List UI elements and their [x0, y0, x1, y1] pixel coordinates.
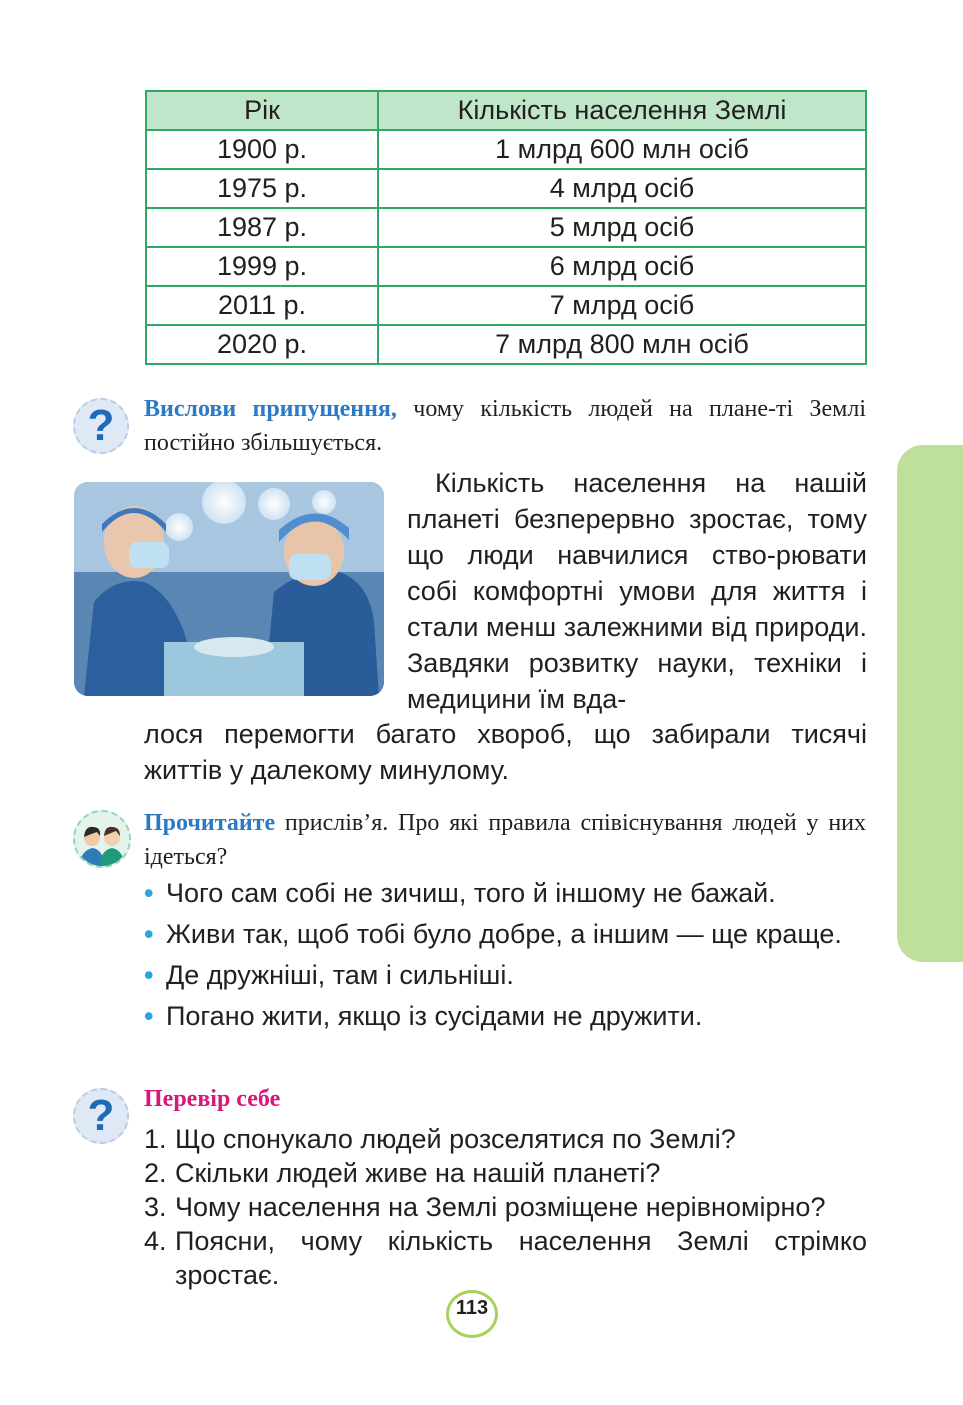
question-icon: ?	[73, 1088, 129, 1144]
section-title: Перевір себе	[144, 1086, 281, 1112]
list-item: 1. Що спонукало людей розселятися по Землі?	[144, 1124, 736, 1154]
bullet-icon: •	[144, 919, 154, 949]
year-cell: 2020 р.	[146, 325, 378, 364]
task-lead: Прочитайте	[144, 810, 276, 836]
check-questions-list	[144, 1122, 867, 1292]
list-item: • Де дружніші, там і сильніші.	[144, 960, 514, 990]
check-yourself-heading	[144, 1082, 866, 1116]
population-cell: 5 млрд осіб	[378, 208, 866, 247]
year-cell: 1999 р.	[146, 247, 378, 286]
population-cell: 7 млрд 800 млн осіб	[378, 325, 866, 364]
table-row	[146, 286, 866, 325]
list-item: 4. Поясни, чому кількість населення Землі стрімко зростає.	[144, 1226, 867, 1290]
table-row	[146, 247, 866, 286]
year-cell: 1987 р.	[146, 208, 378, 247]
paragraph-part-1: Кількість населення на нашій планеті безперервно зростає, тому що люди навчилися ство-рювати собі комфортні умови для життя і стали менш залежними від природи. Завдяки розвитку науки, техніки і медицини їм вда-	[407, 468, 867, 714]
table-row	[146, 130, 866, 169]
population-cell: 7 млрд осіб	[378, 286, 866, 325]
proverbs-task	[144, 806, 866, 874]
chapter-side-tab	[897, 445, 963, 962]
page-number-text: 113	[455, 1297, 489, 1319]
paragraph-part-2: лося перемогти багато хвороб, що забирали тисячі життів у далекому минулому.	[144, 719, 867, 785]
list-item: • Живи так, щоб тобі було добре, а іншим — ще краще.	[144, 919, 842, 949]
table-row	[146, 325, 866, 364]
bullet-icon: •	[144, 960, 154, 990]
task-lead: Вислови припущення,	[144, 396, 397, 422]
question-icon: ?	[73, 398, 129, 454]
year-cell: 1975 р.	[146, 169, 378, 208]
table-row	[146, 208, 866, 247]
list-item: • Чого сам собі не зичиш, того й іншому не бажай.	[144, 878, 776, 908]
task-text: чому кількість людей на плане-ті Землі постійно збільшується.	[144, 396, 867, 456]
pupils-icon	[73, 810, 131, 868]
assumption-task	[144, 392, 866, 460]
bullet-icon: •	[144, 1001, 154, 1031]
proverbs-list	[144, 876, 867, 1040]
population-cell: 6 млрд осіб	[378, 247, 866, 286]
year-cell: 2011 р.	[146, 286, 378, 325]
table-header-row	[146, 91, 866, 130]
column-header-year: Рік	[146, 91, 378, 130]
task-text: прислів’я. Про які правила співіснування людей у них ідеться?	[144, 810, 866, 870]
population-cell: 4 млрд осіб	[378, 169, 866, 208]
year-cell: 1900 р.	[146, 130, 378, 169]
list-item: • Погано жити, якщо із сусідами не дружити.	[144, 1001, 703, 1031]
population-cell: 1 млрд 600 млн осіб	[378, 130, 866, 169]
column-header-population: Кількість населення Землі	[378, 91, 866, 130]
list-item: 3. Чому населення на Землі розміщене нерівномірно?	[144, 1192, 826, 1222]
table-row	[146, 169, 866, 208]
surgeons-photo	[74, 482, 384, 696]
page-number	[446, 1290, 496, 1334]
list-item: 2. Скільки людей живе на нашій планеті?	[144, 1158, 661, 1188]
bullet-icon: •	[144, 878, 154, 908]
population-table	[145, 90, 867, 365]
